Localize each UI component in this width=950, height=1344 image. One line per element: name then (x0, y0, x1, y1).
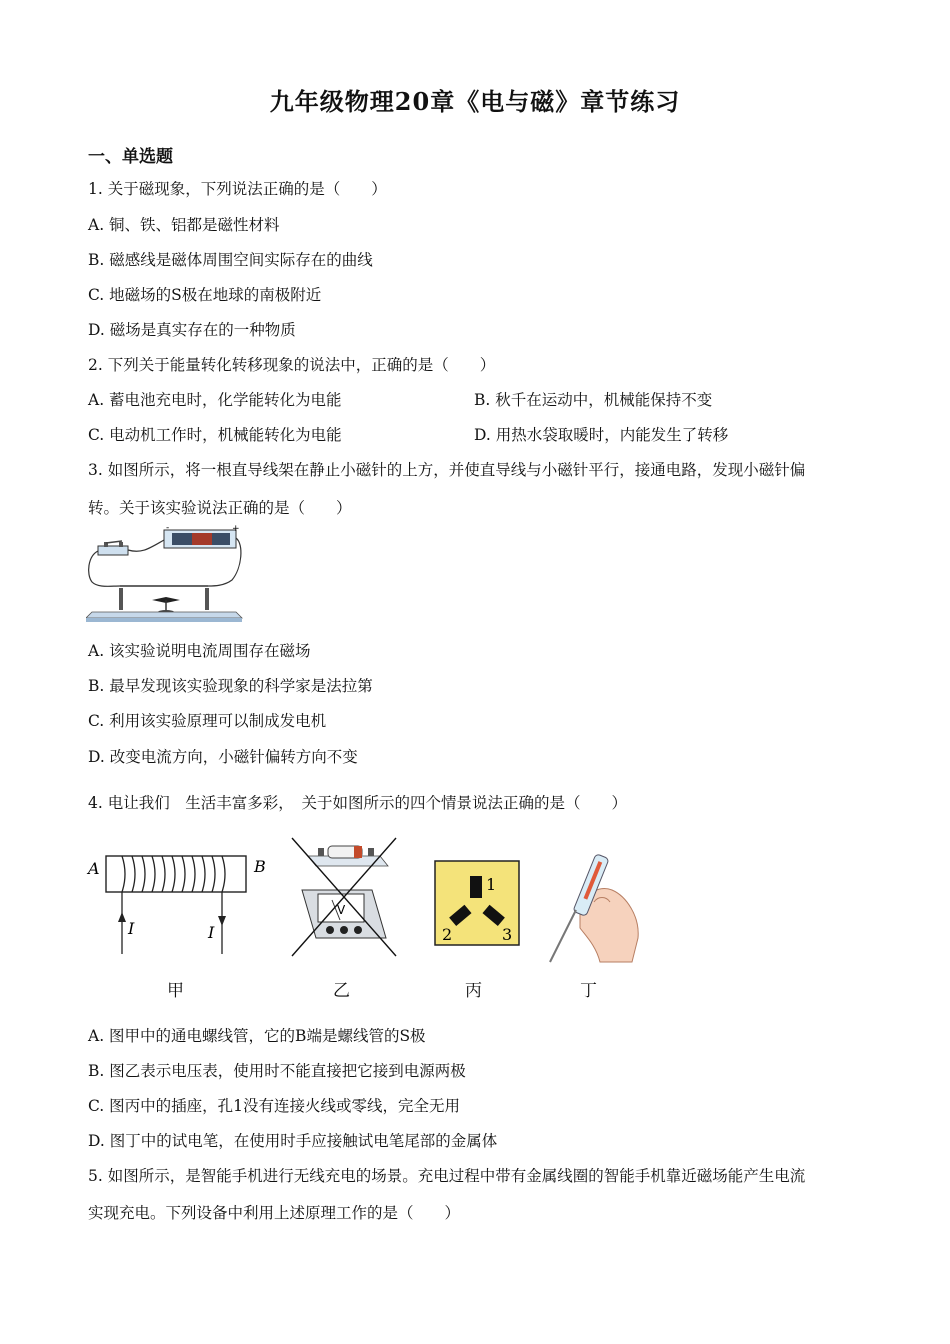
question-2-option-a[interactable]: A. 蓄电池充电时，化学能转化为电能 (88, 391, 342, 409)
voltmeter-face-label: V (337, 903, 346, 917)
question-1-stem: 1. 关于磁现象，下列说法正确的是（ ） (88, 180, 387, 198)
question-4-option-b[interactable]: B. 图乙表示电压表，使用时不能直接把它接到电源两极 (88, 1062, 466, 1080)
solenoid-end-a-label: A (88, 859, 100, 878)
current-label-right: I (208, 923, 215, 942)
question-1-option-a[interactable]: A. 铜、铁、铝都是磁性材料 (88, 216, 280, 234)
socket-label-3: 3 (502, 925, 513, 944)
question-3-option-d[interactable]: D. 改变电流方向，小磁针偏转方向不变 (88, 748, 358, 766)
question-1-option-b[interactable]: B. 磁感线是磁体周围空间实际存在的曲线 (88, 251, 373, 269)
plus-mark: + (232, 524, 240, 534)
question-3-stem-line-2: 转。关于该实验说法正确的是（ ） (88, 499, 352, 517)
solenoid-end-b-label: B (254, 857, 266, 876)
socket-hole-1 (470, 876, 482, 898)
socket-label-1: 1 (486, 875, 497, 894)
figure-caption-ding: 丁 (580, 981, 597, 1001)
battery-holder-icon (308, 846, 388, 866)
test-pen-figure (540, 846, 644, 964)
arrow-down-icon (218, 916, 226, 926)
right-post (205, 588, 209, 610)
solenoid-figure (86, 848, 272, 958)
compass-needle-icon (152, 597, 180, 614)
question-4-option-d[interactable]: D. 图丁中的试电笔，在使用时手应接触试电笔尾部的金属体 (88, 1132, 498, 1150)
question-3-option-b[interactable]: B. 最早发现该实验现象的科学家是法拉第 (88, 677, 373, 695)
switch-icon (98, 541, 128, 555)
question-5-stem-line-2: 实现充电。下列设备中利用上述原理工作的是（ ） (88, 1204, 461, 1222)
section-heading: 一、单选题 (88, 147, 173, 167)
page-title: 九年级物理20章《电与磁》章节练习 (269, 87, 681, 116)
figure-caption-bing: 丙 (465, 981, 482, 1001)
battery-icon (164, 530, 236, 548)
question-2-option-d[interactable]: D. 用热水袋取暖时，内能发生了转移 (474, 426, 729, 444)
current-label-left: I (128, 919, 135, 938)
question-2-option-c[interactable]: C. 电动机工作时，机械能转化为电能 (88, 426, 342, 444)
question-4-option-c[interactable]: C. 图丙中的插座，孔1没有连接火线或零线，完全无用 (88, 1097, 461, 1115)
voltmeter-figure (288, 834, 400, 960)
socket-label-2: 2 (442, 925, 453, 944)
left-post (119, 588, 123, 610)
question-3-stem-line-1: 3. 如图所示，将一根直导线架在静止小磁针的上方，并使直导线与小磁针平行，接通电路，发现小磁针偏 (88, 461, 806, 479)
socket-figure (434, 860, 520, 946)
minus-mark: - (166, 524, 170, 533)
question-4-option-a[interactable]: A. 图甲中的通电螺线管，它的B端是螺线管的S极 (88, 1027, 426, 1045)
question-3-option-a[interactable]: A. 该实验说明电流周围存在磁场 (88, 642, 311, 660)
question-1-option-c[interactable]: C. 地磁场的S极在地球的南极附近 (88, 286, 322, 304)
wire-left (89, 551, 120, 586)
question-5-stem-line-1: 5. 如图所示，是智能手机进行无线充电的场景。充电过程中带有金属线圈的智能手机靠近磁场能产生电流 (88, 1167, 806, 1185)
question-4-stem: 4. 电让我们 生活丰富多彩， 关于如图所示的四个情景说法正确的是（ ） (88, 794, 627, 812)
question-2-stem: 2. 下列关于能量转化转移现象的说法中，正确的是（ ） (88, 356, 496, 374)
figure-caption-yi: 乙 (333, 981, 350, 1001)
base-board-edge (86, 618, 242, 622)
arrow-up-icon (118, 912, 126, 922)
figure-caption-jia: 甲 (167, 981, 184, 1001)
question-2-option-b[interactable]: B. 秋千在运动中，机械能保持不变 (474, 391, 713, 409)
base-board (86, 612, 242, 618)
oersted-experiment-figure (86, 524, 246, 624)
question-3-option-c[interactable]: C. 利用该实验原理可以制成发电机 (88, 712, 327, 730)
question-1-option-d[interactable]: D. 磁场是真实存在的一种物质 (88, 321, 296, 339)
wire-top (128, 540, 164, 551)
